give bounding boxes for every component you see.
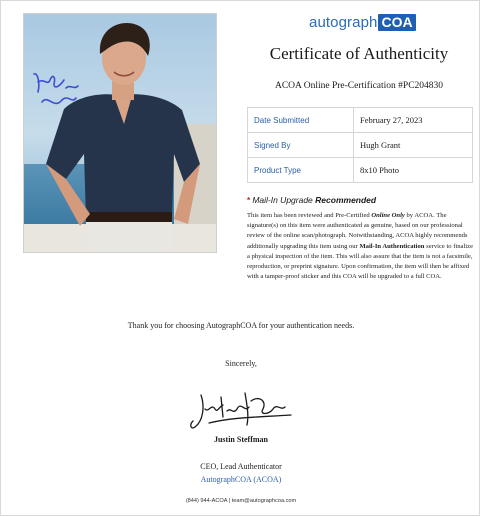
para-text: This item has been reviewed and Pre-Certified xyxy=(247,212,372,219)
logo-box: COA xyxy=(378,14,415,31)
signer-company: AutographCOA (ACOA) xyxy=(200,475,282,484)
detail-value: February 27, 2023 xyxy=(354,108,473,133)
detail-label: Date Submitted xyxy=(248,108,354,133)
closing: Sincerely, xyxy=(225,359,257,368)
mailin-auth-emphasis: Mail-In Authentication xyxy=(359,242,425,250)
thank-you-note: Thank you for choosing AutographCOA for your authentication needs. xyxy=(127,321,355,330)
mailin-strong: Recommended xyxy=(315,195,377,205)
table-row xyxy=(248,133,473,158)
mailin-recommendation xyxy=(247,195,376,205)
signer-title: CEO, Lead Authenticator xyxy=(200,462,282,471)
para-text: service to finalize a physical inspection of the item. This will also assure that the item is not a facsimile, reproduction, or preprint signature. Upon confirmation, the item will then be affixed with a tamper-proof sticker and this COA will be upgraded to a full COA. xyxy=(247,242,473,281)
detail-label: Product Type xyxy=(248,158,354,183)
signature-image xyxy=(187,385,297,433)
signer-name: Justin Steffman xyxy=(213,435,268,444)
autographcoa-logo xyxy=(309,13,416,31)
table-row xyxy=(248,158,473,183)
certificate-subtitle: ACOA Online Pre-Certification #PC204830 xyxy=(274,81,444,91)
details-table xyxy=(247,107,473,183)
detail-label: Signed By xyxy=(248,133,354,158)
asterisk-icon: * xyxy=(247,195,251,205)
certification-paragraph xyxy=(247,211,475,282)
table-row xyxy=(248,108,473,133)
signed-photo xyxy=(23,13,217,253)
certificate-title: Certificate of Authenticity xyxy=(269,44,449,63)
online-only-emphasis: Online Only xyxy=(371,212,405,219)
detail-value: Hugh Grant xyxy=(354,133,473,158)
logo-word: autograph xyxy=(309,13,378,31)
detail-value: 8x10 Photo xyxy=(354,158,473,183)
mailin-label: Mail-In Upgrade xyxy=(252,195,313,205)
para-text: by ACOA. The signature(s) on this item were authenticated as genuine, based on our professional review of the online scan/photograph. Notwithstanding, ACOA highly recommends additionally upgrading this item using our xyxy=(247,212,468,250)
contact-footer: (844) 944-ACOA | team@autographcoa.com xyxy=(185,498,297,504)
